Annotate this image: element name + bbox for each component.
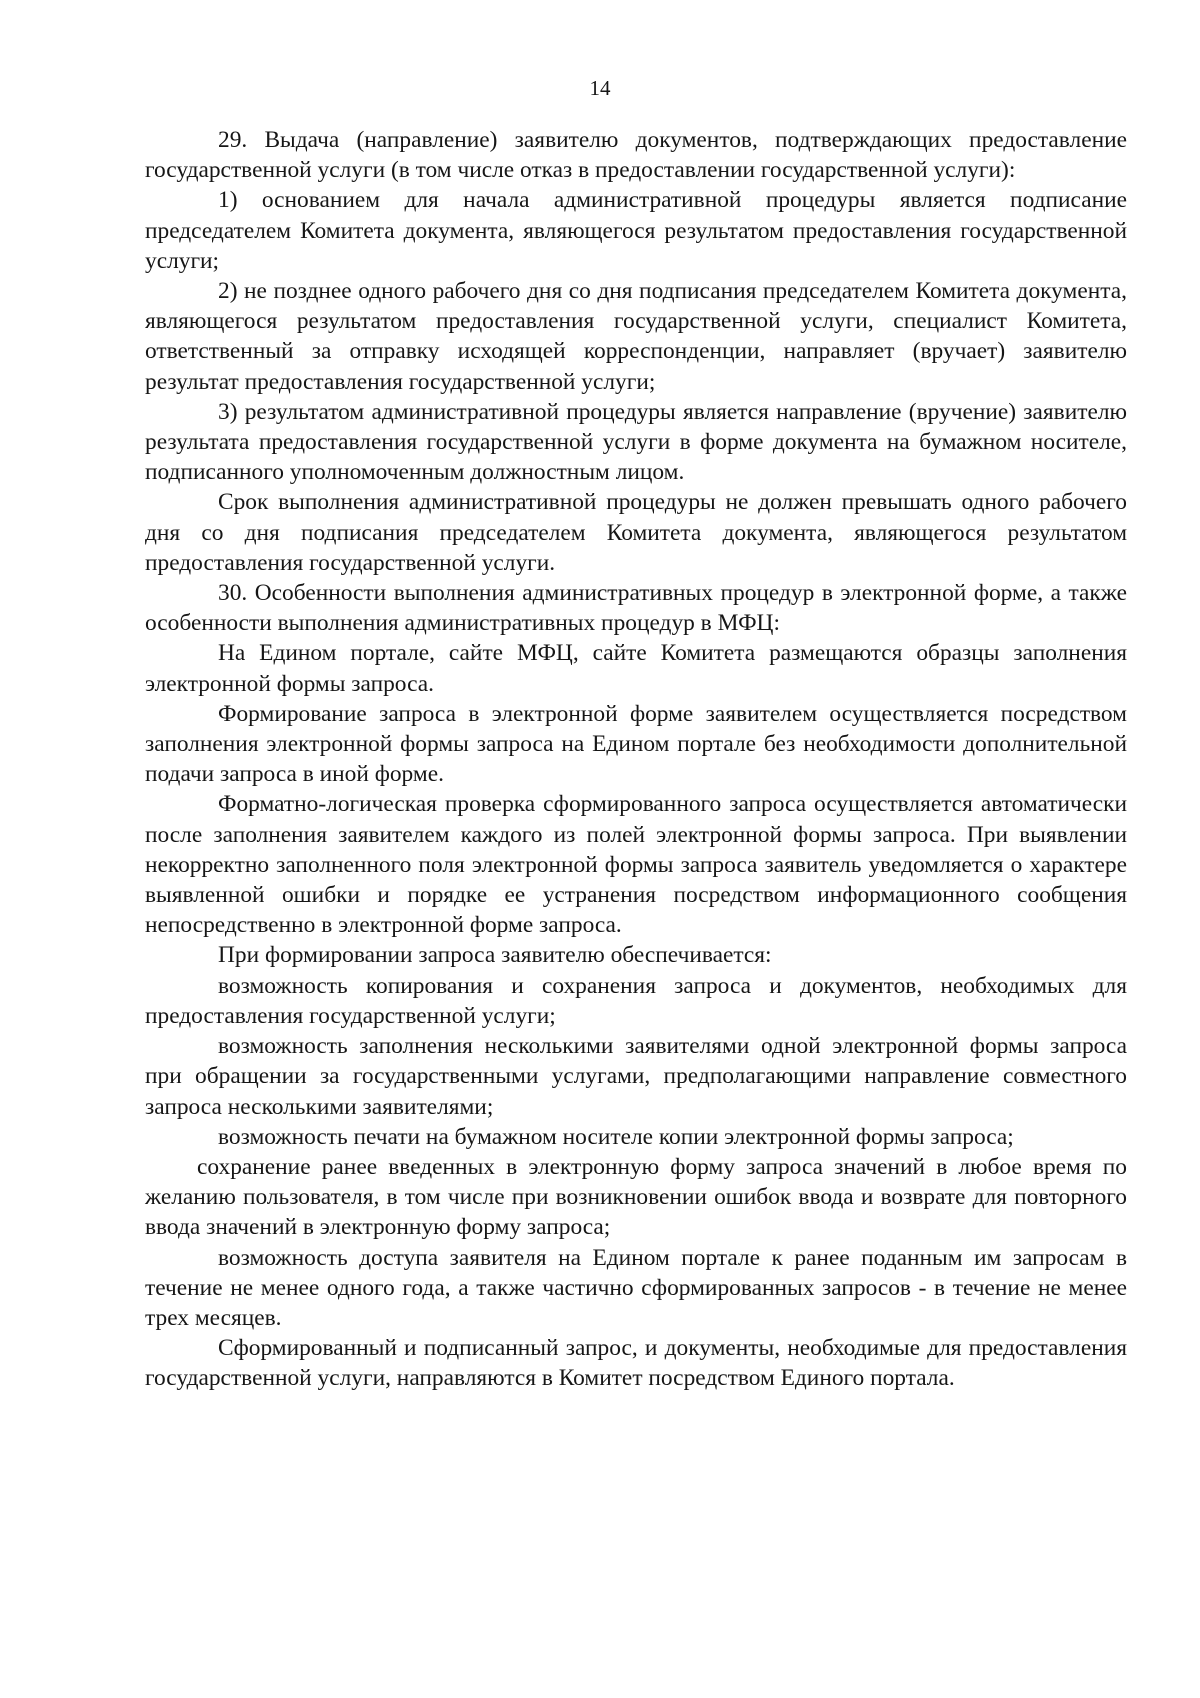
paragraph-29-item-1: 1) основанием для начала административной процедуры является подписание председателем Комитета документа, являющегося результатом предоставления государственной услуги; <box>145 187 1127 274</box>
paragraph-29-item-3: 3) результатом административной процедуры является направление (вручение) заявителю результата предоставления государственной услуги в форме документа на бумажном носителе, подписанного уполномоченным должностным лицом. <box>145 398 1127 486</box>
paragraph-30-submission: Сформированный и подписанный запрос, и документы, необходимые для предоставления государственной услуги, направляются в Комитет посредством Единого портала. <box>145 1335 1127 1392</box>
paragraph-30-validation: Форматно-логическая проверка сформированного запроса осуществляется автоматически после заполнения заявителем каждого из полей электронной формы запроса. При выявлении некорректно заполненного поля электронной формы запроса заявитель уведомляется о характере выявленной ошибки и порядке ее устранения посредством информационного сообщения непосредственно в электронной форме запроса. <box>145 791 1127 939</box>
list-item-access: возможность доступа заявителя на Едином портале к ранее поданным им запросам в течение не менее одного года, а также частично сформированных запросов - в течение не менее трех месяцев. <box>145 1244 1127 1331</box>
list-item-multi-applicants: возможность заполнения несколькими заявителями одной электронной формы запроса при обращении за государственными услугами, предполагающими направление совместного запроса несколькими заявителями; <box>145 1033 1127 1120</box>
paragraph-30-heading: 30. Особенности выполнения административных процедур в электронной форме, а также особенности выполнения административных процедур в МФЦ: <box>145 580 1127 637</box>
list-item-copying: возможность копирования и сохранения запроса и документов, необходимых для предоставления государственной услуги; <box>145 972 1127 1029</box>
list-item-saving: сохранение ранее введенных в электронную форму запроса значений в любое время по желанию пользователя, в том числе при возникновении ошибок ввода и возврате для повторного ввода значений в электронную форму запроса; <box>145 1153 1127 1241</box>
paragraph-30-forming: Формирование запроса в электронной форме заявителем осуществляется посредством заполнения электронной формы запроса на Едином портале без необходимости дополнительной подачи запроса в иной форме. <box>145 700 1127 788</box>
paragraph-29-deadline: Срок выполнения административной процедуры не должен превышать одного рабочего дня со дня подписания председателем Комитета документа, являющегося результатом предоставления государственной услуги. <box>145 489 1127 576</box>
document-body <box>145 125 1127 1394</box>
paragraph-30-provided: При формировании запроса заявителю обеспечивается: <box>218 942 772 969</box>
paragraph-29-heading: 29. Выдача (направление) заявителю документов, подтверждающих предоставление государственной услуги (в том числе отказ в предоставлении государственной услуги): <box>145 127 1127 184</box>
list-item-printing: возможность печати на бумажном носителе копии электронной формы запроса; <box>218 1123 1014 1150</box>
page-number: 14 <box>589 76 611 100</box>
paragraph-29-item-2: 2) не позднее одного рабочего дня со дня подписания председателем Комитета документа, являющегося результатом предоставления государственной услуги, специалист Комитета, ответственный за отправку исходящей корреспонденции, направляет (вручает) заявителю результат предоставления государственной услуги; <box>145 278 1127 395</box>
paragraph-30-samples: На Едином портале, сайте МФЦ, сайте Комитета размещаются образцы заполнения электронной формы запроса. <box>145 640 1127 697</box>
